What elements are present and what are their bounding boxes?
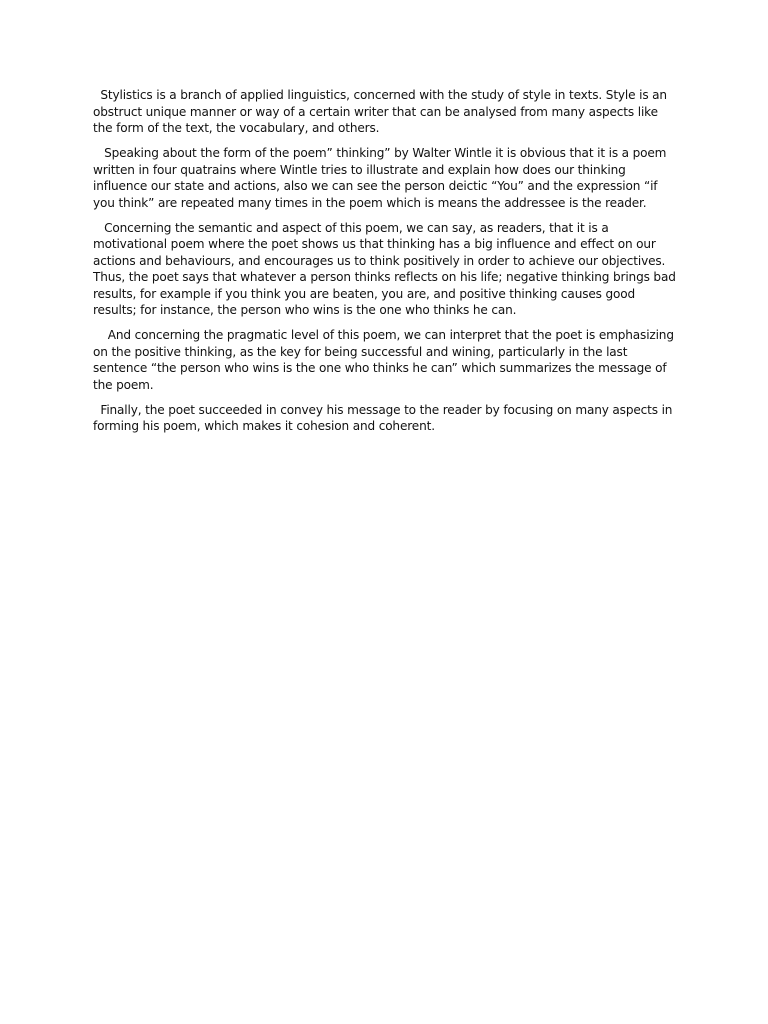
- paragraph-pragmatic-level: And concerning the pragmatic level of this poem, we can interpret that the poet is emphasizing on the positive thinking, as the key for being successful and wining, particularly in the last sentence “the person who wins is the one who thinks he can” which summarizes the message of the poem.: [93, 328, 678, 392]
- paragraph-semantic-aspect: Concerning the semantic and aspect of this poem, we can say, as readers, that it is a motivational poem where the poet shows us that thinking has a big influence and effect on our actions and behaviours, and encourages us to think positively in order to achieve our objectives. Thus, the poet says that whatever a person thinks reflects on his life; negative thinking brings bad results, for example if you think you are beaten, you are, and positive thinking causes good results; for instance, the person who wins is the one who thinks he can.: [93, 220, 680, 317]
- paragraph-poem-form: Speaking about the form of the poem” thinking” by Walter Wintle it is obvious that it is a poem written in four quatrains where Wintle tries to illustrate and explain how does our thinking influence our state and actions, also we can see the person deictic “You” and the expression “if you think” are repeated many times in the poem which is means the addressee is the reader.: [93, 146, 671, 210]
- paragraph-stylistics-definition: Stylistics is a branch of applied linguistics, concerned with the study of style in texts. Style is an obstruct unique manner or way of a certain writer that can be analysed from many aspects like the form of the text, the vocabulary, and others.: [93, 88, 671, 135]
- document-body: [93, 87, 680, 443]
- paragraph-conclusion: Finally, the poet succeeded in convey his message to the reader by focusing on many aspects in forming his poem, which makes it cohesion and coherent.: [93, 402, 677, 433]
